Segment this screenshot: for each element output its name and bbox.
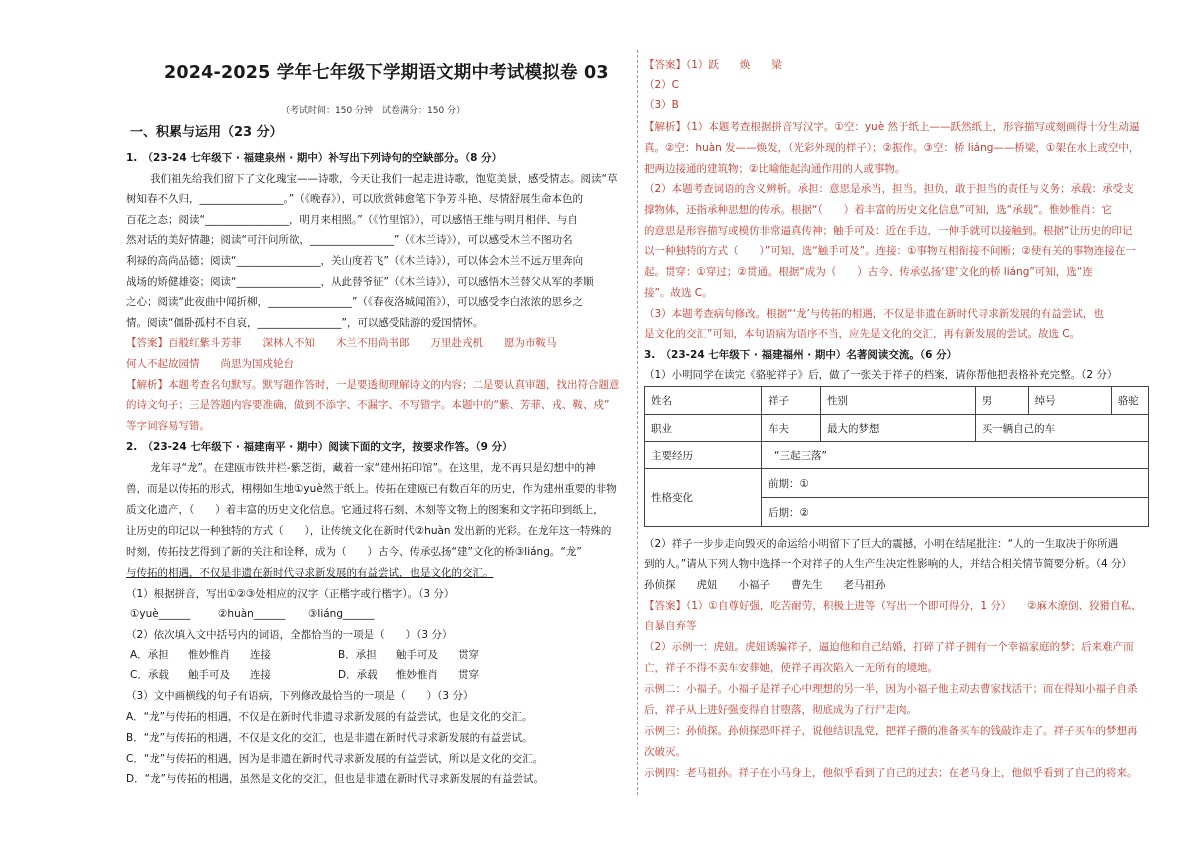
pinyin-blank-2: ②huàn______ (218, 608, 286, 620)
question-2-passage-line: 与传拓的相遇，不仅是非遗在新时代寻求新发展的有益尝试，也是文化的交汇。 (126, 567, 494, 579)
table-cell: 最大的梦想 (821, 415, 976, 442)
question-3-answer: 自暴自弃等 (644, 620, 697, 632)
question-1-line: 之心；阅读“此夜曲中闻折柳，________________”（《春夜洛城闻笛》），可以感受李白浓浓的思乡之 (126, 296, 584, 308)
option-text: 触手可及 (396, 649, 438, 661)
option-text: 惟妙惟肖 (188, 649, 230, 661)
table-cell: 前期：① (762, 469, 1149, 498)
table-cell: 绰号 (1028, 387, 1111, 415)
pinyin-blank-1: ①yuè______ (130, 608, 191, 620)
table-cell: 性格变化 (645, 469, 762, 527)
option-text: D．承载 (338, 669, 378, 681)
analysis-line: 起。贯穿：①穿过；②贯通。根据“成为（ ）古今、传承弘扬‘建’文化的桥 liáng”可知，选“连 (644, 266, 1093, 278)
choice-a: A．“龙”与传拓的相遇，不仅是在新时代非遗寻求新发展的有益尝试，也是文化的交汇。 (126, 711, 533, 723)
option-text: C．承载 (130, 669, 169, 681)
question-2-sub1: （1）根据拼音，写出①②③处相应的汉字（正楷字或行楷字）。（3 分） (126, 588, 455, 600)
question-3-sub2: 到的人。”请从下列人物中选择一个对祥子的人生产生决定性影响的人，并结合相关情节简要分析。（4 分） (644, 558, 1132, 570)
question-1-answer: 【答案】百般红紫斗芳菲 深林人不知 木兰不用尚书郎 万里赴戎机 愿为市鞍马 (126, 337, 557, 349)
character-record-table (644, 386, 1149, 527)
question-1-heading: 1. （23-24 七年级下 · 福建泉州 · 期中）补写出下列诗句的空缺部分。（8 分） (126, 152, 503, 164)
table-cell: 后期：② (762, 498, 1149, 527)
answer-line: 【答案】（1）跃 焕 梁 (644, 59, 782, 71)
question-3-answer: 【答案】（1）①自尊好强，吃苦耐劳，积极上进等（写出一个即可得分，1 分） ②麻木潦倒、狡猾自私、 (644, 600, 1142, 612)
analysis-line: 的意思是形容描写或模仿非常逼真传神；触手可及：近在手边，一伸手就可以接触到。根据“让历史的印记 (644, 225, 1133, 237)
table-row (645, 442, 1149, 469)
question-3-answer: 后，祥子从上进好强变得自甘堕落，彻底成为了行尸走肉。 (644, 704, 917, 716)
analysis-line: 撑物体，还指承种思想的传承。根据“（ ）着丰富的历史文化信息”可知，选“承载”。惟妙惟肖：它 (644, 204, 1113, 216)
analysis-line: 真。②空：huàn 发——焕发，（光彩外现的样子）；②振作。③空：桥 liáng——桥梁，①架在水上或空中， (644, 142, 1140, 154)
question-3-heading: 3. （23-24 七年级下 · 福建福州 · 期中）名著阅读交流。（6 分） (644, 349, 958, 361)
answer-line: （3）B (644, 99, 679, 111)
question-1-line: 百花之态；阅读“________________，明月来相照。”（《竹里馆》），可以感悟王维与明月相伴、与自 (126, 214, 578, 226)
table-cell: 骆驼 (1111, 387, 1148, 415)
analysis-line: 把两边接通的建筑物；②比喻能起沟通作用的人或事物。 (644, 163, 906, 175)
table-row (645, 415, 1149, 442)
question-1-line: 情。阅读“僵卧孤村不自哀，________________”，可以感受陆游的爱国情怀。 (126, 317, 484, 329)
question-3-answer: （2）示例一：虎妞。虎妞诱骗祥子，逼迫他和自己结婚，打碎了祥子拥有一个幸福家庭的梦；后来难产而 (644, 641, 1134, 653)
option-text: 贯穿 (458, 649, 479, 661)
table-cell: 男 (975, 387, 1028, 415)
analysis-line: （3）本题考查病句修改。根据“‘龙’与传拓的相遇，不仅是非遗在新时代寻求新发展的有益尝试，也 (644, 308, 1104, 320)
table-row (645, 469, 1149, 498)
question-1-line: 我们祖先给我们留下了文化瑰宝——诗歌，今天让我们一起走进诗歌，饱览美景，感受情志。阅读“草 (150, 173, 618, 185)
option-text: B．承担 (338, 649, 377, 661)
question-2-passage-line: 兽，而是以传拓的形式，栩栩如生地①yuè然于纸上。传拓在建瓯已有数百年的历史，作为建州重要的非物 (126, 483, 617, 495)
option-text: 触手可及 (188, 669, 230, 681)
question-1-answer: 何人不起故园情 尚思为国戍轮台 (126, 358, 294, 370)
exam-title: 2024-2025 学年七年级下学期语文期中考试模拟卷 03 (164, 63, 609, 83)
table-cell: 祥子 (762, 387, 821, 415)
question-1-line: 树知春不久归，________________。”（《晚春》），可以欣赏韩愈笔下争芳斗艳、尽情舒展生命本色的 (126, 193, 583, 205)
exam-info: （考试时间：150 分钟 试卷满分：150 分） (281, 106, 466, 116)
question-3-answer: 示例四：老马祖孙。祥子在小马身上，他似乎看到了自己的过去；在老马身上，他似乎看到了自己的将来。 (644, 767, 1138, 779)
section-heading: 一、积累与运用（23 分） (130, 125, 283, 140)
analysis-line: 接”。故选 C。 (644, 287, 713, 299)
option-text: 连接 (250, 649, 271, 661)
analysis-line: 【解析】（1）本题考查根据拼音写汉字。①空：yuè 然于纸上——跃然纸上，形容描写或刻画得十分生动逼 (644, 121, 1140, 133)
option-text: A．承担 (130, 649, 169, 661)
question-3-sub2: （2）祥子一步步走向毁灭的命运给小明留下了巨大的震撼，小明在结尾批注：“人的一生取决于你所遇 (644, 538, 1119, 550)
question-3-answer: 示例二：小福子。小福子是祥子心中理想的另一半，因为小福子他主动去曹家找活干；而在得知小福子自杀 (644, 683, 1138, 695)
question-2-passage-line: 让历史的印记以一种独特的方式（ ），让传统文化在新时代②huàn 发出新的光彩。在龙年这一特殊的 (126, 525, 612, 537)
choice-c: C．“龙”与传拓的相遇，因为是非遗在新时代寻求新发展的有益尝试，所以是文化的交汇。 (126, 753, 544, 765)
table-cell: 职业 (645, 415, 762, 442)
answer-line: （2）C (644, 79, 680, 91)
table-cell: 车夫 (762, 415, 821, 442)
question-2-sub3: （3）文中画横线的句子有语病，下列修改最恰当的一项是（ ）（3 分） (126, 690, 474, 702)
table-cell: “三起三落” (762, 442, 1149, 469)
table-cell: 姓名 (645, 387, 762, 415)
question-2-heading: 2. （23-24 七年级下 · 福建南平 · 期中）阅读下面的文字，按要求作答。（9 分） (126, 441, 513, 453)
option-text: 惟妙惟肖 (396, 669, 438, 681)
question-3-answer: 亡，祥子不得不卖车安葬她，使祥子再次陷入一无所有的境地。 (644, 662, 938, 674)
choice-d: D．“龙”与传拓的相遇，虽然是文化的交汇，但也是非遗在新时代寻求新发展的有益尝试。 (126, 773, 544, 785)
question-1-line: 利禄的高尚品德；阅读“________________，关山度若飞”（《木兰诗》），可以体会木兰不远万里奔向 (126, 255, 584, 267)
question-2-sub2: （2）依次填入文中括号内的词语，全都恰当的一项是（ ）（3 分） (126, 629, 453, 641)
question-1-analysis: 的诗文句子；三是答题内容要准确，做到不添字、不漏字、不写错字。本题中的“紫、芳菲、戎、鞍、戍” (126, 399, 610, 411)
question-1-analysis: 等字词容易写错。 (126, 420, 210, 432)
question-2-passage-line: 龙年寻“龙”。在建瓯市铁井栏-紫芝街，藏着一家“建州拓印馆”。在这里，龙不再只是幻想中的神 (150, 462, 596, 474)
question-1-analysis: 【解析】本题考查名句默写。默写题作答时，一是要透彻理解诗文的内容；二是要认真审题，找出符合题意 (126, 379, 620, 391)
analysis-line: 是文化的交汇”可知，本句语病为语序不当，应先是文化的交汇，再有新发展的尝试。故选 C。 (644, 328, 1081, 340)
question-3-answer: 次破灭。 (644, 746, 686, 758)
question-3-answer: 示例三：孙侦探。孙侦探恐吓祥子，说他结识乱党，把祥子攒的准备买车的钱敲诈走了。祥子买车的梦想再 (644, 725, 1138, 737)
question-2-passage-line: 时刻，传拓技艺得到了新的关注和诠释，成为（ ）古今、传承弘扬“建”文化的桥③liáng。“龙” (126, 546, 582, 558)
table-cell: 买一辆自己的车 (975, 415, 1148, 442)
question-1-line: 然对话的美好情趣；阅读“可汗问所欲，________________”（《木兰诗》），可以感受木兰不图功名 (126, 234, 573, 246)
table-cell: 主要经历 (645, 442, 762, 469)
option-text: 连接 (250, 669, 271, 681)
analysis-line: （2）本题考查词语的含义辨析。承担：意思是承当，担当，担负，敢于担当的责任与义务；承载：承受支 (644, 183, 1134, 195)
character-options: 孙侦探 虎妞 小福子 曹先生 老马祖孙 (644, 579, 886, 591)
question-1-line: 战场的矫健雄姿；阅读“________________，从此替爷征”（《木兰诗》），可以感悟木兰替父从军的孝顺 (126, 276, 594, 288)
table-row (645, 387, 1149, 415)
analysis-line: 以一种独特的方式（ ）”可知，选“触手可及”。连接：①事物互相衔接不间断；②使有关的事物连接在一 (644, 245, 1136, 257)
question-3-sub1: （1）小明同学在读完《骆驼祥子》后，做了一张关于祥子的档案，请你帮他把表格补充完整。（2 分） (644, 369, 1118, 381)
table-cell: 性别 (821, 387, 976, 415)
pinyin-blank-3: ③liáng______ (308, 608, 375, 620)
choice-b: B．“龙”与传拓的相遇，不仅是文化的交汇，也是非遗在新时代寻求新发展的有益尝试。 (126, 732, 533, 744)
option-text: 贯穿 (458, 669, 479, 681)
column-divider (637, 50, 638, 795)
question-2-passage-line: 质文化遗产，（ ）着丰富的历史文化信息。它通过将石刻、木刻等文物上的图案和文字拓印到纸上， (126, 504, 604, 516)
